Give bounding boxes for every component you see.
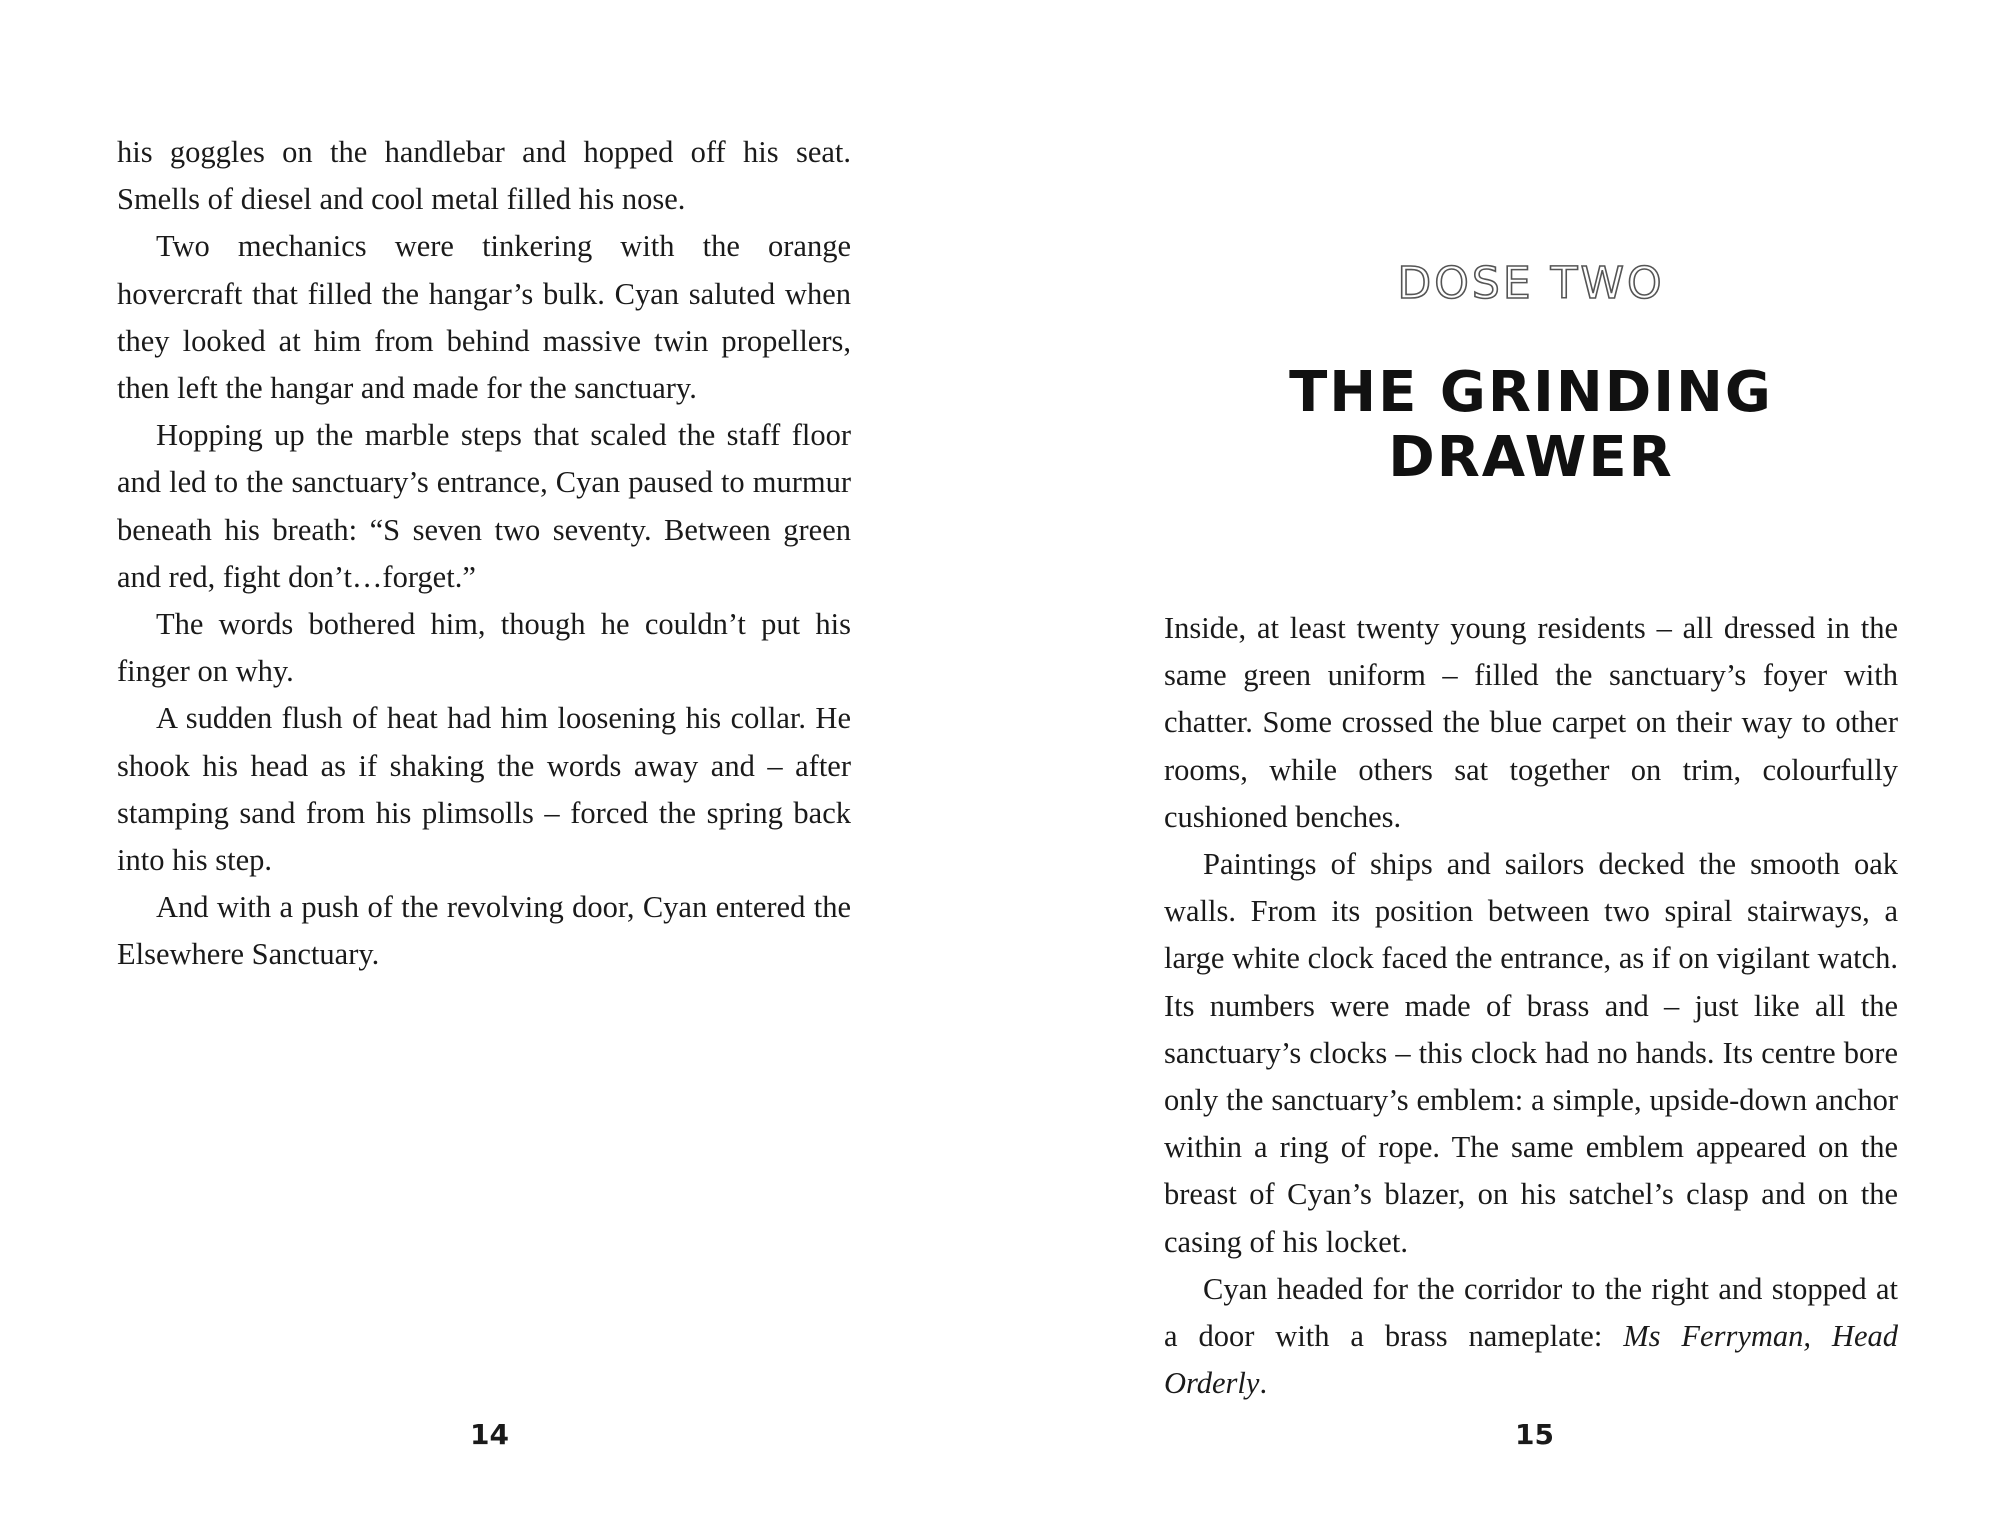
- paragraph: A sudden flush of heat had him loosening his collar. He shook his head as if shaking the words away and – after stamping sand from his plimsolls – forced the spring back into his step.: [117, 701, 851, 878]
- page-number: 14: [470, 1418, 509, 1451]
- paragraph: [1164, 1266, 1898, 1408]
- paragraph: The words bothered him, though he couldn’t put his finger on why.: [117, 607, 851, 689]
- paragraph: his goggles on the handlebar and hopped off his seat. Smells of diesel and cool metal filled his nose.: [117, 135, 851, 217]
- paragraph: Two mechanics were tinkering with the orange hovercraft that filled the hangar’s bulk. Cyan saluted when they looked at him from behind massive twin propellers, then left the hangar and made for the sanctuary.: [117, 229, 851, 406]
- paragraph-end: .: [1259, 1366, 1268, 1401]
- page-number: 15: [1515, 1418, 1554, 1451]
- paragraph-text: Cyan headed for the corridor to the right and stopped at a door with a brass nameplate:: [1164, 1271, 1898, 1354]
- chapter-title: THE GRINDING DRAWER: [1289, 360, 1773, 490]
- chapter-label: DOSE TWO: [1397, 258, 1665, 309]
- right-page: [1000, 0, 2000, 1524]
- paragraph: Paintings of ships and sailors decked the smooth oak walls. From its position between two spiral stairways, a large white clock faced the entrance, as if on vigilant watch. Its numbers were made of brass and – just like all the sanctuary’s clocks – this clock had no hands. Its centre bore only the sanctuary’s emblem: a simple, upside-down anchor within a ring of rope. The same emblem appeared on the breast of Cyan’s blazer, on his satchel’s clasp and on the casing of his locket.: [1164, 847, 1898, 1259]
- right-page-body: [1164, 605, 1898, 1407]
- nameplate-text: Ms Ferryman, Head Orderly: [1164, 1319, 1898, 1401]
- paragraph: Hopping up the marble steps that scaled the staff floor and led to the sanctuary’s entrance, Cyan paused to murmur beneath his breath: “S seven two seventy. Between green and red, fight don’t…forget.”: [117, 418, 851, 594]
- paragraph: Inside, at least twenty young residents – all dressed in the same green uniform – filled the sanctuary’s foyer with chatter. Some crossed the blue carpet on their way to other rooms, while others sat together on trim, colourfully cushioned benches.: [1164, 611, 1898, 834]
- paragraph: And with a push of the revolving door, Cyan entered the Elsewhere Sanctuary.: [117, 890, 851, 972]
- left-page-body: [117, 129, 851, 979]
